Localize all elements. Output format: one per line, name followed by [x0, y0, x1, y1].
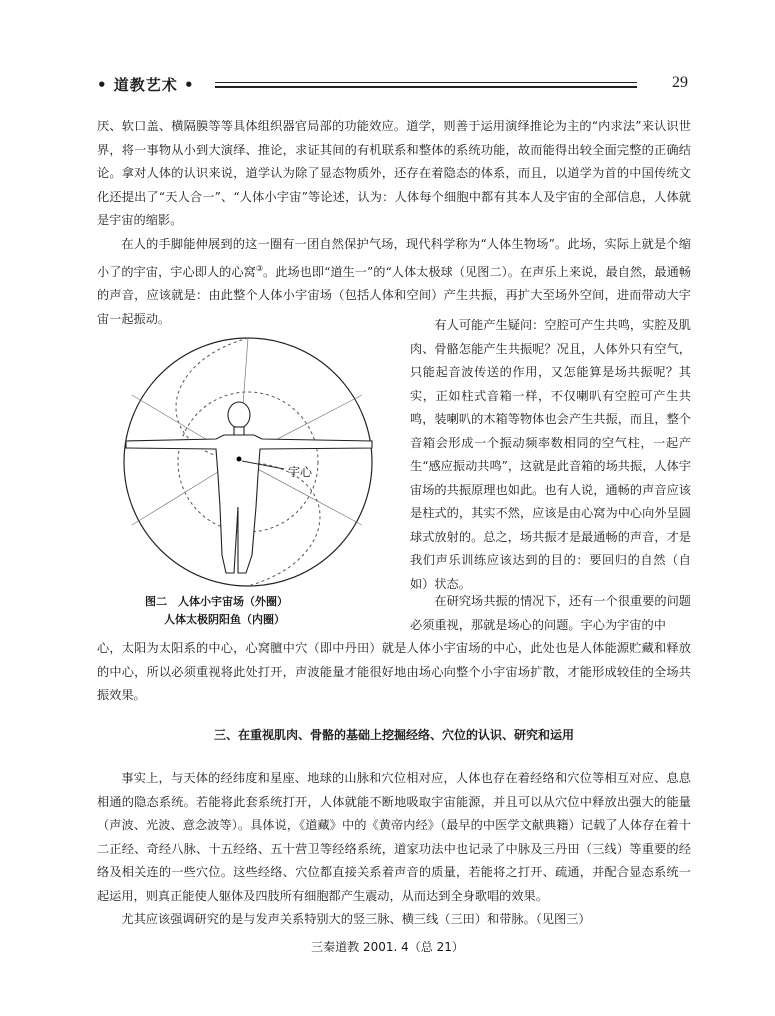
paragraph-4-part-b: 心，太阳为太阳系的中心，心窝膻中穴（即中丹田）就是人体小宇宙场的中心，此处也是人体能源贮藏和释放的中心，所以必须重视将此处打开，声波能量才能很好地由场心向整个小宇宙场扩散，才能形成较佳的全场共振效果。 [97, 641, 691, 702]
footnote-marker: ③ [255, 263, 264, 273]
figure-illustration [112, 335, 384, 589]
paragraph-1: 厌、软口盖、横隔膜等等具体组织器官局部的功能效应。道学，则善于运用演绎推论为主的“内求法”来认识世界，将一事物从小到大演绎、推论，求证其间的有机联系和整体的系统功能，故而能得出较全面完整的正确结论。拿对人体的认识来说，道学认为除了显态物质外，还存在着隐态的体系，而且，以道学为首的中国传统文化还提出了“天人合一”、“人体小宇宙”等论述，认为：人体每个细胞中都有其本人及宇宙的全部信息，人体就是宇宙的缩影。 [97, 119, 691, 227]
figure-human-microcosm [112, 335, 384, 589]
header-rule-thick [215, 86, 637, 88]
running-header [97, 74, 688, 96]
paragraph-5: 事实上，与天体的经纬度和星座、地球的山脉和穴位相对应，人体也存在着经络和穴位等相互对应、息息相通的隐态系统。若能将此套系统打开，人体就能不断地吸取宇宙能源，并且可以从穴位中释放出强大的能量（声波、光波、意念波等）。具体说，《道藏》中的《黄帝内经》（最早的中医学文献典籍）记载了人体存在着十二正经、奇经八脉、十五经络、五十营卫等经络系统，道家功法中也记录了中脉及三丹田（三线）等重要的经络及相关连的一些穴位。这些经络、穴位都直接关系着声音的质量，若能将之打开、疏通，并配合显态系统一起运用，则真正能使人躯体及四肢所有细胞都产生震动，从而达到全身歌唱的效果。 [97, 771, 691, 903]
paragraph-3: 有人可能产生疑问：空腔可产生共鸣，实腔及肌肉、骨骼怎能产生共振呢？况且，人体外只有空气，只能起音波传送的作用，又怎能算是场共振呢？其实，正如柱式音箱一样，不仅喇叭有空腔可产生共鸣，装喇叭的木箱等物体也会产生共振，而且，整个音箱会形成一个振动频率数相同的空气柱，一起产生“感应振动共鸣”，这就是此音箱的场共振，人体宇宙场的共振原理也如此。也有人说，通畅的声音应该是柱式的，其实不然，应该是由心窝为中心向外呈圆球式放射的。总之，场共振才是最通畅的声音，才是我们声乐训练应该达到的目的：要回归的自然（自如）状态。 [410, 318, 691, 591]
section-heading: 三、在重视肌肉、骨骼的基础上挖掘经络、穴位的认识、研究和运用 [213, 728, 574, 742]
figure-caption [145, 593, 355, 629]
paragraph-6: 尤其应该强调研究的是与发声关系特别大的竖三脉、横三线（三田）和带脉。（见图三） [121, 912, 591, 926]
caption-line-1: 图二 人体小宇宙场（外圈） [145, 595, 288, 608]
page-number: 29 [672, 74, 688, 91]
page-footer: 三秦道教 2001. 4（总 21） [311, 940, 464, 954]
caption-line-2: 人体太极阴阳鱼（内圈） [164, 613, 285, 626]
header-rule-thin [215, 82, 637, 83]
paragraph-2-part-a: 在人的手脚能伸展到的这一圈有一团自然保护气场，现代科学称为“人体生物场”。此场，实际上就是个缩小了的宇宙，宇心即人的心窝 [97, 237, 691, 279]
paragraph-4-part-a: 在研究场共振的情况下，还有一个很重要的问题必须重视，那就是场心的问题。宇心为宇宙的中 [410, 594, 691, 632]
label-yuxin: 宇心 [288, 465, 313, 479]
journal-section-title: • 道教艺术 • [97, 76, 195, 94]
paragraph-2-part-b: 。此场也即“道生一”的“人体太极球（见图二）。在声乐上来说，最自然，最通畅的声音，应该就是：由此整个人体小宇宙场（包括人体和空间）产生共振，再扩大至场外空间，进而带动大宇宙一起振动。 [97, 264, 692, 326]
human-figure [126, 402, 372, 573]
heart-point [237, 457, 242, 462]
